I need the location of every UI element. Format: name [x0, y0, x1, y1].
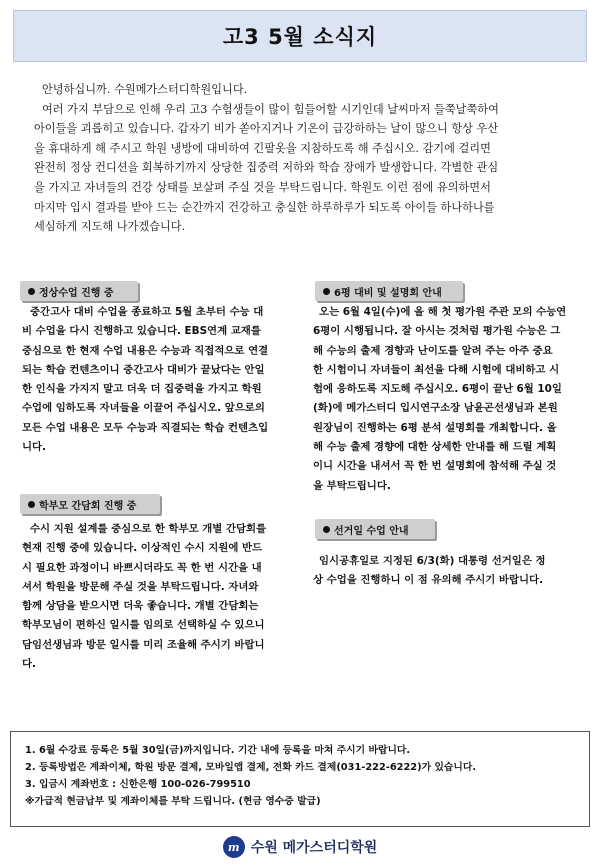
section-body-regular	[22, 303, 284, 457]
body-line: 셔서 학원을 방문해 주실 것을 부탁드립니다. 자녀와	[22, 580, 259, 593]
section-body-june	[313, 303, 585, 496]
notice-line: ※가급적 현금납부 및 계좌이체를 부탁 드립니다. (현금 영수증 발급)	[25, 796, 321, 807]
intro-line: 아이들을 괴롭히고 있습니다. 갑자기 비가 쏟아지거나 기온이 급강하하는 날이 많으니 항상 우산	[34, 122, 499, 136]
bullet-icon	[323, 288, 330, 295]
intro-line: 안녕하십니까. 수원메가스터디학원입니다.	[42, 83, 248, 96]
bullet-icon	[323, 526, 330, 533]
intro-line: 세심하게 지도해 나가겠습니다.	[34, 220, 186, 234]
section-heading-label: 학부모 간담회 진행 중	[39, 500, 137, 512]
section-heading-label: 정상수업 진행 중	[39, 287, 114, 299]
academy-name: 수원 메가스터디학원	[250, 840, 378, 856]
intro-line: 완전히 정상 컨디션을 회복하기까지 상당한 집중력 저하와 학습 장애가 발생합니다. 각별한 관심	[34, 161, 499, 175]
notice-line: 3. 입금시 계좌번호 : 신한은행 100-026-799510	[25, 779, 251, 790]
body-line: 수시 지원 설계를 중심으로 한 학부모 개별 간담회를	[30, 523, 267, 535]
body-line: 수업에 임하도록 자녀들을 이끌어 주십시오. 앞으로의	[22, 402, 265, 415]
title-banner	[13, 10, 587, 62]
body-line: 오는 6월 4일(수)에 올 해 첫 평가원 주관 모의 수능연	[319, 306, 567, 318]
body-line: 중심으로 한 현재 수업 내용은 수능과 직접적으로 연결	[22, 344, 269, 357]
section-heading-regular	[20, 281, 138, 301]
body-line: 모든 수업 내용은 모두 수능과 직결되는 학습 컨텐츠입	[22, 421, 269, 434]
body-line: 해 수능 출제 경향에 대한 상세한 안내를 해 드릴 계획	[313, 441, 557, 454]
body-line: 임시공휴일로 지정된 6/3(화) 대통령 선거일은 정	[319, 555, 546, 567]
intro-line: 을 가지고 자녀들의 건강 상태를 보살펴 주실 것을 부탁드립니다. 학원도 이런 점에 유의하면서	[34, 180, 491, 194]
body-line: 되는 학습 컨텐츠이니 중간고사 대비가 끝났다는 안일	[22, 363, 265, 376]
body-line: 다.	[22, 658, 36, 671]
body-line: 현재 진행 중에 있습니다. 이상적인 수시 지원에 반드	[22, 542, 263, 555]
section-body-election	[313, 552, 585, 591]
section-body-parents	[22, 520, 284, 674]
body-line: 중간고사 대비 수업을 종료하고 5월 초부터 수능 대	[30, 306, 264, 318]
section-heading-parents	[20, 494, 160, 514]
body-line: 6평이 시행됩니다. 잘 아시는 것처럼 평가원 수능은 그	[313, 325, 561, 338]
body-line: 상 수업을 진행하니 이 점 유의해 주시기 바랍니다.	[313, 574, 544, 587]
body-line: 한 시험이니 자녀들이 최선을 다해 시험에 대비하고 시	[313, 363, 560, 376]
notice-box	[10, 731, 590, 827]
body-line: 을 부탁드립니다.	[313, 479, 391, 492]
intro-text	[34, 80, 579, 237]
section-heading-label: 6평 대비 및 설명회 안내	[334, 287, 442, 299]
intro-line: 여러 가지 부담으로 인해 우리 고3 수험생들이 많이 힘들어할 시기인데 날씨마저 들쭉날쭉하여	[42, 102, 499, 116]
academy-logo-icon: m	[223, 836, 245, 858]
body-line: 해 수능의 출제 경향과 난이도를 알려 주는 아주 중요	[313, 344, 553, 357]
notice-line: 1. 6월 수강료 등록은 5월 30일(금)까지입니다. 기간 내에 등록을 마쳐 주시기 바랍니다.	[25, 745, 411, 756]
section-heading-election	[315, 519, 435, 539]
notice-line: 2. 등록방법은 계좌이체, 학원 방문 결제, 모바일앱 결제, 전화 카드 결제(031-222-6222)가 있습니다.	[25, 762, 477, 773]
body-line: 한 인식을 가지지 말고 더욱 더 집중력을 가지고 학원	[22, 383, 262, 396]
intro-line: 을 휴대하게 해 주시고 학원 냉방에 대비하여 긴팔옷을 지참하도록 해 주십시오. 감기에 걸리면	[34, 141, 491, 155]
body-line: 이니 시간을 내셔서 꼭 한 번 설명회에 참석해 주실 것	[313, 460, 557, 473]
body-line: (화)에 메가스터디 입시연구소장 남윤곤선생님과 본원	[313, 402, 558, 415]
page-title: 고3 5월 소식지	[222, 25, 378, 49]
section-heading-label: 선거일 수업 안내	[334, 525, 409, 537]
body-line: 원장님이 진행하는 6평 분석 설명회를 개최합니다. 올	[313, 421, 557, 434]
section-heading-june	[315, 281, 463, 301]
body-line: 시 필요한 과정이니 바쁘시더라도 꼭 한 번 시간을 내	[22, 561, 262, 574]
bullet-icon	[28, 501, 35, 508]
body-line: 니다.	[22, 441, 47, 454]
body-line: 담임선생님과 방문 일시를 미리 조율해 주시기 바랍니	[22, 638, 265, 651]
bullet-icon	[28, 288, 35, 295]
body-line: 함께 상담을 받으시면 더욱 좋습니다. 개별 간담회는	[22, 600, 259, 613]
body-line: 험에 응하도록 지도해 주십시오. 6평이 끝난 6월 10일	[313, 383, 562, 396]
intro-line: 마지막 입시 결과를 받아 드는 순간까지 건강하고 충실한 하루하루가 되도록 아이들 하나하나를	[34, 200, 495, 214]
footer	[0, 835, 600, 859]
body-line: 학부모님이 편하신 일시를 임의로 선택하실 수 있으니	[22, 619, 265, 632]
body-line: 비 수업을 다시 진행하고 있습니다. EBS연계 교재를	[22, 325, 261, 338]
